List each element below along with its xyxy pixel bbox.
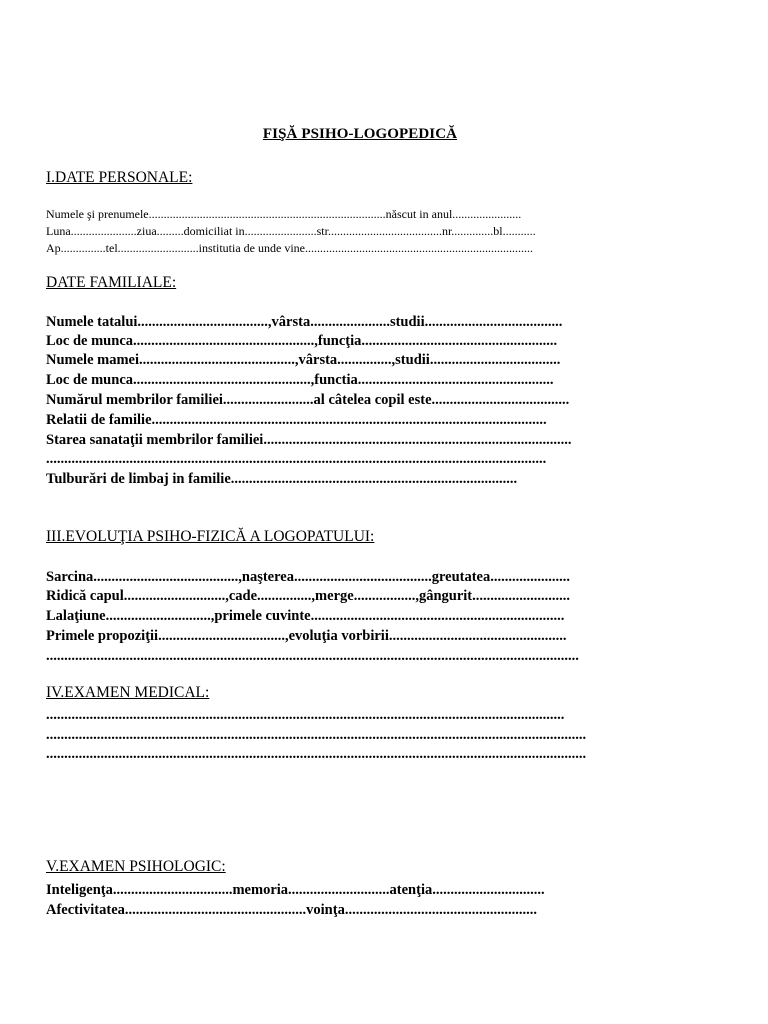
form-line: ..................................................................................................................................................... — [46, 746, 587, 762]
form-line: ..................................................................................................................................................... — [46, 727, 587, 743]
form-line: Inteligenţa.................................memoria............................atenţia............................... — [46, 882, 545, 898]
form-line: Lalaţiune.............................,primele cuvinte...................................................................... — [46, 608, 565, 624]
form-line: Luna......................ziua.........domiciliat in........................str......................................nr..............bl........... — [46, 224, 536, 238]
section-heading-personal: I.DATE PERSONALE: — [46, 169, 193, 186]
form-line: Numele şi prenumele...............................................................................născut in anul....................... — [46, 207, 522, 221]
form-line: Relatii de familie............................................................................................................. — [46, 412, 547, 428]
section-heading-family: DATE FAMILIALE: — [46, 274, 177, 291]
section-heading-evolution: III.EVOLUŢIA PSIHO-FIZICĂ A LOGOPATULUI: — [46, 528, 375, 545]
form-line: Numele mamei...........................................,vârsta...............,studii.................................... — [46, 352, 561, 368]
form-line: Numărul membrilor familiei.........................al câtelea copil este...................................... — [46, 392, 570, 408]
form-line: Ap...............tel...........................institutia de unde vine............................................................................ — [46, 241, 533, 255]
form-line: Afectivitatea..................................................voinţa..................................................... — [46, 902, 537, 918]
section-heading-psychological: V.EXAMEN PSIHOLOGIC: — [46, 858, 226, 875]
form-line: Tulburări de limbaj in familie............................................................................... — [46, 471, 518, 487]
form-line: .......................................................................................................................................... — [46, 451, 547, 467]
form-line: Starea sanataţii membrilor familiei..................................................................................... — [46, 432, 572, 448]
form-title: FIŞĂ PSIHO-LOGOPEDICĂ — [262, 126, 458, 142]
form-line: Numele tatalui....................................,vârsta......................studii...................................... — [46, 314, 563, 330]
form-line: Primele propoziţii...................................,evoluţia vorbirii................................................. — [46, 628, 567, 644]
form-line: Sarcina........................................,naşterea......................................greutatea...................... — [46, 569, 570, 585]
section-heading-medical: IV.EXAMEN MEDICAL: — [46, 684, 210, 701]
form-line: ............................................................................................................................................... — [46, 707, 565, 723]
form-line: ................................................................................................................................................... — [46, 648, 579, 664]
form-line: Loc de munca..................................................,funcţia...................................................... — [46, 333, 558, 349]
form-line: Ridică capul............................,cade...............,merge.................,gângurit........................... — [46, 588, 570, 604]
form-line: Loc de munca.................................................,functia...................................................... — [46, 372, 554, 388]
